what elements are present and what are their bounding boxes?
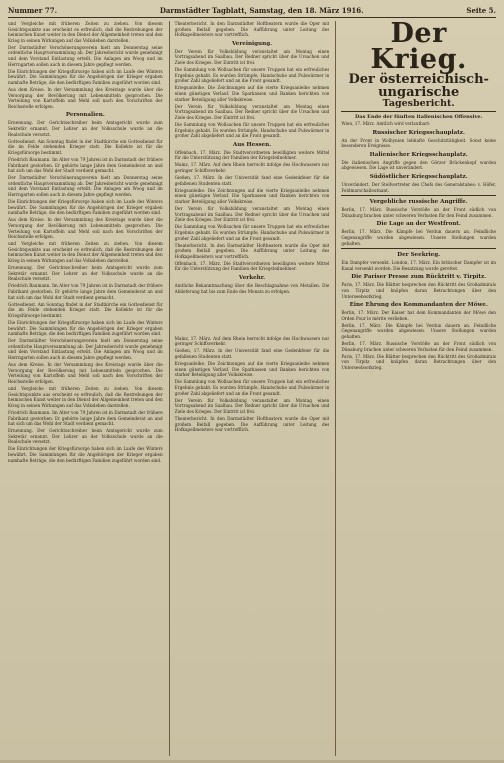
article-text: Theaterbericht. In den Darmstädter Hoftheatern wurde die Oper mit großem Beifall gegeben. Die Aufführung unter Leitung des Hofkapellmeisters war vortrefflich. xyxy=(174,242,330,259)
article-text: Mainz, 17. März. Auf dem Rhein herrscht infolge des Hochwassers nur geringer Schiffsverkehr. xyxy=(174,162,330,173)
column-left xyxy=(8,21,163,756)
article-text: Berlin, 17. März. Die Kämpfe bei Verdun dauern an. Feindliche Gegenangriffe wurden abgewiesen. Unsere Stellungen wurden gehalten. xyxy=(341,229,496,246)
article-text: Amtliche Bekanntmachung über die Beschlagnahme von Metallen. Die Ablieferung hat bis zum Ende des Monats zu erfolgen. xyxy=(174,283,330,294)
section-heading: Verkehr. xyxy=(238,275,266,282)
divider xyxy=(341,248,496,249)
article-text: Der Darmstädter Verschönerungsverein hielt am Donnerstag seine ordentliche Hauptversammlung ab. Der Jahresbericht wurde genehmigt und dem Vorstand Entlastung erteilt. Die Anlagen am Woog und im Herrngarten sollen auch in diesem Jahre gepflegt werden. xyxy=(8,175,163,198)
section-heading: Der Seekrieg. xyxy=(397,252,441,259)
article-text: Der Darmstädter Verschönerungsverein hielt am Donnerstag seine ordentliche Hauptversammlung ab. Der Jahresbericht wurde genehmigt und dem Vorstand Entlastung erteilt. Die Anlagen am Woog und im Herrngarten sollen auch in diesem Jahre gepflegt werden. xyxy=(8,44,163,67)
article-text: Friedrich Baumann. Im Alter von 79 Jahren ist in Darmstadt der frühere Fabrikant gestorben. Er gehörte lange Jahre dem Gemeinderat an und hat sich um das Wohl der Stadt verdient gemacht. xyxy=(8,283,163,300)
article-text: Paris, 17. März. Die Blätter besprechen den Rücktritt des Großadmirals von Tirpitz und knüpfen daran Betrachtungen über den Unterseebootkrieg. xyxy=(341,282,496,299)
section-heading: Russischer Kriegsschauplatz. xyxy=(372,129,465,136)
article-text: Friedrich Baumann. Im Alter von 79 Jahren ist in Darmstadt der frühere Fabrikant gestorben. Er gehörte lange Jahre dem Gemeinderat an und hat sich um das Wohl der Stadt verdient gemacht. xyxy=(8,409,163,427)
article-text: Aus dem Kreise. In der Versammlung des Kreistags wurde über die Versorgung der Bevölkerung mit Lebensmitteln gesprochen. Die Verteilung von Kartoffeln und Mehl soll nach den Vorschriften der Reichsstelle erfolgen. xyxy=(8,362,163,384)
article-text: Gießen, 17. März. In der Universität fand eine Gedenkfeier für die gefallenen Studenten statt. xyxy=(174,175,330,186)
column-middle xyxy=(169,21,330,756)
section-heading: Italienischer Kriegsschauplatz. xyxy=(369,151,468,158)
war-headline: Der Krieg. xyxy=(370,21,467,75)
article-text: Offenbach, 17. März. Die Stadtverordneten bewilligten weitere Mittel für die Unterstützung der Familien der Kriegsteilnehmer. xyxy=(174,149,330,161)
article-text: Aus dem Kreise. In der Versammlung des Kreistags wurde über die Versorgung der Bevölkerung mit Lebensmitteln gesprochen. Die Verteilung von Kartoffeln und Mehl soll nach den Vorschriften der Reichsstelle erfolgen. xyxy=(8,217,163,240)
war-subheadline: Der österreichisch-ungarische xyxy=(348,72,489,100)
article-text: Die Einrichtungen der Kriegsfürsorge haben sich im Laufe des Winters bewährt. Die Sammlungen für die Angehörigen der Krieger ergaben namhafte Beträge, die den bedürftigen Familien zugeführt worden sind. xyxy=(8,320,163,337)
article-text: Der Verein für Volksbildung veranstaltet am Montag einen Vortragsabend im Saalbau. Der Redner spricht über die Ursachen und Ziele des Krieges. Der Eintritt ist frei. xyxy=(174,206,330,223)
paper-title-date: Darmstädter Tagblatt, Samstag, den 18. März 1916. xyxy=(159,6,364,15)
article-text: Theaterbericht. In den Darmstädter Hoftheatern wurde die Oper mit großem Beifall gegeben. Die Aufführung unter Leitung des Hofkapellmeisters war vortrefflich. xyxy=(174,415,330,433)
article-text: Berlin, 17. März. Der Kaiser hat dem Kommandanten der Möwe den Orden Pour le mérite verliehen. xyxy=(341,310,496,321)
article-text: Kriegsanleihe. Die Zeichnungen auf die vierte Kriegsanleihe nehmen einen günstigen Verlauf. Die Sparkassen und Banken berichten von starker Beteiligung aller Volkskreise. xyxy=(174,361,330,378)
article-text: und Vergleiche mit früheren Zeiten zu ziehen. Von diesem Gesichtspunkte aus erscheint es erfreulich, daß die Bestrebungen der heimischen Kunst weiter in den Dienst der Allgemeinheit treten und den Krieg in seinen Wirkungen auf das Volksleben darstellen. xyxy=(8,241,163,264)
article-text: Der Verein für Volksbildung veranstaltet am Montag einen Vortragsabend im Saalbau. Der Redner spricht über die Ursachen und Ziele des Krieges. Der Eintritt ist frei. xyxy=(174,103,330,120)
article-text: Mainz, 17. März. Auf dem Rhein herrscht infolge des Hochwassers nur geringer Schiffsverkehr. xyxy=(174,335,330,347)
column-right xyxy=(335,21,496,756)
blank-space xyxy=(175,296,330,336)
divider xyxy=(341,111,496,112)
section-heading: Personalien. xyxy=(65,112,105,119)
page-number: Seite 5. xyxy=(466,6,496,15)
article-text: Der Verein für Volksbildung veranstaltet am Montag einen Vortragsabend im Saalbau. Der Redner spricht über die Ursachen und Ziele des Krieges. Der Eintritt ist frei. xyxy=(174,397,330,414)
article-text: und Vergleiche mit früheren Zeiten zu ziehen. Von diesem Gesichtspunkte aus erscheint es erfreulich, daß die Bestrebungen der heimischen Kunst weiter in den Dienst der Allgemeinheit treten und den Krieg in seinen Wirkungen auf das Volksleben darstellen. xyxy=(8,386,163,408)
article-text: Gottesdienst. Am Sonntag findet in der Stadtkirche ein Gottesdienst für die im Felde stehenden Krieger statt. Die Kollekte ist für die Kriegsfürsorge bestimmt. xyxy=(8,138,163,155)
columns xyxy=(8,21,496,756)
article-text: Berlin, 17. März. Russische Vorstöße an der Front südlich von Dünaburg brachen unter schweren Verlusten für den Feind zusammen. xyxy=(341,341,496,352)
article-text: Wien, 17. März. Amtlich wird verlautbart: xyxy=(341,121,431,126)
article-text: Die Einrichtungen der Kriegsfürsorge haben sich im Laufe des Winters bewährt. Die Sammlungen für die Angehörigen der Krieger ergaben namhafte Beträge, die den bedürftigen Familien zugeführt worden sind. xyxy=(8,199,163,216)
issue-number: Nummer 77. xyxy=(8,6,58,15)
article-text: Theaterbericht. In den Darmstädter Hoftheatern wurde die Oper mit großem Beifall gegeben. Die Aufführung unter Leitung des Hofkapellmeisters war vortrefflich. xyxy=(174,21,330,38)
article-text: Gießen, 17. März. In der Universität fand eine Gedenkfeier für die gefallenen Studenten statt. xyxy=(174,348,330,360)
article-text: Die Sammlung von Wollsachen für unsere Truppen hat ein erfreuliches Ergebnis gehabt. Es wurden Strümpfe, Handschuhe und Pulswärmer in großer Zahl abgeliefert und an die Front gesandt. xyxy=(174,121,330,139)
article-text: Aus dem Kreise. In der Versammlung des Kreistags wurde über die Versorgung der Bevölkerung mit Lebensmitteln gesprochen. Die Verteilung von Kartoffeln und Mehl soll nach den Vorschriften der Reichsstelle erfolgen. xyxy=(8,87,163,109)
article-text: Der Verein für Volksbildung veranstaltet am Montag einen Vortragsabend im Saalbau. Der Redner spricht über die Ursachen und Ziele des Krieges. Der Eintritt ist frei. xyxy=(174,48,330,65)
article-text: Der Darmstädter Verschönerungsverein hielt am Donnerstag seine ordentliche Hauptversammlung ab. Der Jahresbericht wurde genehmigt und dem Vorstand Entlastung erteilt. Die Anlagen am Woog und im Herrngarten sollen auch in diesem Jahre gepflegt werden. xyxy=(8,338,163,361)
section-heading: Vereinigung. xyxy=(231,40,273,47)
article-text: Die Sammlung von Wollsachen für unsere Truppen hat ein erfreuliches Ergebnis gehabt. Es wurden Strümpfe, Handschuhe und Pulswärmer in großer Zahl abgeliefert und an die Front gesandt. xyxy=(174,379,330,396)
war-subheadline-2: Tagesbericht. xyxy=(382,98,455,109)
section-heading: Eine Ehrung des Kommandanten der Möwe. xyxy=(349,302,488,309)
article-text: Die italienischen Angriffe gegen den Görzer Brückenkopf wurden abgewiesen. Die Lage ist unverändert. xyxy=(341,159,496,171)
article-text: Berlin, 17. März. Die Kämpfe bei Verdun dauern an. Feindliche Gegenangriffe wurden abgewiesen. Unsere Stellungen wurden gehalten. xyxy=(341,322,496,339)
article-text: Kriegsanleihe. Die Zeichnungen auf die vierte Kriegsanleihe nehmen einen günstigen Verlauf. Die Sparkassen und Banken berichten von starker Beteiligung aller Volkskreise. xyxy=(174,187,330,204)
article-text: Berlin, 17. März. Russische Vorstöße an der Front südlich von Dünaburg brachen unter schweren Verlusten für den Feind zusammen. xyxy=(341,207,496,218)
article-text: An der Front in Wolhynien lebhafte Geschütztätigkeit. Sonst keine besonderen Ereignisse. xyxy=(341,137,496,149)
article-text: Kriegsanleihe. Die Zeichnungen auf die vierte Kriegsanleihe nehmen einen günstigen Verlauf. Die Sparkassen und Banken berichten von starker Beteiligung aller Volkskreise. xyxy=(174,85,330,102)
subheading: Das Ende der fünften italienischen Offensive. xyxy=(355,114,483,120)
article-text: Ernennung. Der Gerichtsschreiber beim Amtsgericht wurde zum Sekretär ernannt. Der Lehrer an der Volksschule wurde an die Realschule versetzt. xyxy=(8,265,163,282)
article-text: Die Einrichtungen der Kriegsfürsorge haben sich im Laufe des Winters bewährt. Die Sammlungen für die Angehörigen der Krieger ergaben namhafte Beträge, die den bedürftigen Familien zugeführt worden sind. xyxy=(8,446,163,463)
article-text: Die Einrichtungen der Kriegsfürsorge haben sich im Laufe des Winters bewährt. Die Sammlungen für die Angehörigen der Krieger ergaben namhafte Beträge, die den bedürftigen Familien zugeführt worden sind. xyxy=(8,68,163,85)
divider xyxy=(341,195,496,196)
masthead xyxy=(8,6,496,18)
section-heading: Die Lage an der Westfront. xyxy=(376,221,461,228)
article-text: Friedrich Baumann. Im Alter von 79 Jahren ist in Darmstadt der frühere Fabrikant gestorben. Er gehörte lange Jahre dem Gemeinderat an und hat sich um das Wohl der Stadt verdient gemacht. xyxy=(8,156,163,174)
article-text: Ernennung. Der Gerichtsschreiber beim Amtsgericht wurde zum Sekretär ernannt. Der Lehrer an der Volksschule wurde an die Realschule versetzt. xyxy=(8,120,163,137)
article-text: Ernennung. Der Gerichtsschreiber beim Amtsgericht wurde zum Sekretär ernannt. Der Lehrer an der Volksschule wurde an die Realschule versetzt. xyxy=(8,428,163,445)
article-text: Offenbach, 17. März. Die Stadtverordneten bewilligten weitere Mittel für die Unterstützung der Familien der Kriegsteilnehmer. xyxy=(174,260,330,272)
article-text: Paris, 17. März. Die Blätter besprechen den Rücktritt des Großadmirals von Tirpitz und knüpfen daran Betrachtungen über den Unterseebootkrieg. xyxy=(341,353,496,370)
article-text: Die Sammlung von Wollsachen für unsere Truppen hat ein erfreuliches Ergebnis gehabt. Es wurden Strümpfe, Handschuhe und Pulswärmer in großer Zahl abgeliefert und an die Front gesandt. xyxy=(174,224,330,241)
section-heading: Vergebliche russische Angriffe. xyxy=(369,199,468,206)
section-heading: Aus Hessen. xyxy=(232,141,272,148)
section-heading: Südöstlicher Kriegsschauplatz. xyxy=(369,173,468,180)
article-text: Unverändert. Der Stellvertreter des Chefs des Generalstabes: v. Höfer, Feldmarschalleutnant. xyxy=(341,181,496,193)
article-text: und Vergleiche mit früheren Zeiten zu ziehen. Von diesem Gesichtspunkte aus erscheint es erfreulich, daß die Bestrebungen der heimischen Kunst weiter in den Dienst der Allgemeinheit treten und den Krieg in seinen Wirkungen auf das Volksleben darstellen. xyxy=(8,21,163,43)
article-text: Ein Dampfer versenkt. London, 17. März. Ein britischer Dampfer ist im Kanal versenkt worden. Die Besatzung wurde gerettet. xyxy=(341,260,496,271)
article-text: Die Sammlung von Wollsachen für unsere Truppen hat ein erfreuliches Ergebnis gehabt. Es wurden Strümpfe, Handschuhe und Pulswärmer in großer Zahl abgeliefert und an die Front gesandt. xyxy=(174,67,330,84)
section-heading: Die Pariser Presse zum Rücktritt v. Tirpitz. xyxy=(351,274,487,281)
article-text: Gottesdienst. Am Sonntag findet in der Stadtkirche ein Gottesdienst für die im Felde stehenden Krieger statt. Die Kollekte ist für die Kriegsfürsorge bestimmt. xyxy=(8,301,163,318)
